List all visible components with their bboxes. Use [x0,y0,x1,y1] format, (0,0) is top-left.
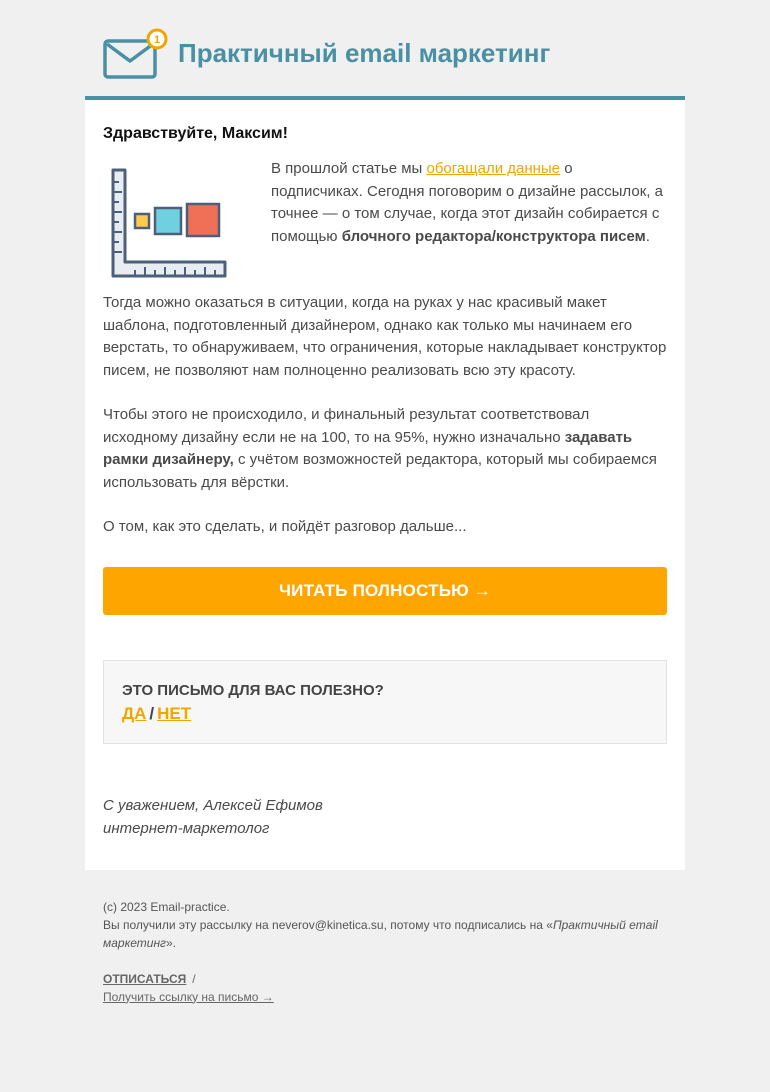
intro-text [271,158,667,248]
footer-links [103,970,667,1006]
email-container [85,0,685,1006]
paragraph-3: О том, как это сделать, и пойдёт разговор дальше... [103,518,467,535]
intro-text-end: . [645,227,650,245]
email-footer [85,870,685,1006]
survey-question: ЭТО ПИСЬМО ДЛЯ ВАС ПОЛЕЗНО? [122,681,384,699]
email-body [85,100,685,870]
footer-notice-start: Вы получили эту рассылку на neverov@kinetica.su, потому что подписались на « [103,917,553,932]
read-more-button[interactable]: ЧИТАТЬ ПОЛНОСТЬЮ → [103,567,667,615]
survey-yes-link[interactable]: ДА [122,703,147,723]
feedback-survey [103,660,667,744]
signature-title: интернет-маркетолог [103,819,270,837]
unsubscribe-link[interactable]: ОТПИСАТЬСЯ [103,971,187,986]
survey-answers [122,704,191,724]
email-header [85,0,685,100]
envelope-with-notification-icon [102,28,170,80]
paragraph-1: Тогда можно оказаться в ситуации, когда на руках у нас красивый макет шаблона, подготовленный дизайнером, однако как только мы начинаем его верстать, то обнаруживаем, что ограничения, которые накладывает конструктор писем, не позволяют нам полноценно реализовать всю эту красоту. [103,294,667,379]
svg-text:1: 1 [153,34,161,46]
intro-bold-text: блочного редактора/конструктора писем [341,227,646,245]
get-email-link[interactable]: Получить ссылку на письмо → [103,989,274,1004]
previous-article-link[interactable]: обогащали данные [426,160,561,177]
intro-section [103,158,667,292]
intro-text-middle: о подписчиках. Сегодня поговорим о дизайне рассылок, а точнее — о том случае, когда этот дизайн собирается с помощью [271,160,663,245]
footer-notice [103,916,667,952]
paragraph-2-start: Чтобы этого не происходило, и финальный результат соответствовал исходному дизайну если не на 100, то на 95%, нужно изначально [103,406,590,446]
survey-separator: / [149,703,155,723]
signature [103,794,667,840]
greeting: Здравствуйте, Максим! [103,125,288,142]
ruler-boxes-illustration [109,166,229,284]
footer-notice-end: ». [165,935,176,950]
signature-name: С уважением, Алексей Ефимов [103,796,323,814]
brand-title: Практичный email маркетинг [178,38,551,68]
footer-separator: / [192,971,196,986]
paragraph-2-end: с учётом возможностей редактора, который мы собираемся использовать для вёрстки. [103,451,657,491]
paragraph-2 [103,404,667,494]
footer-newsletter-name: Практичный email маркетинг [103,917,658,950]
paragraph-2-bold: задавать рамки дизайнеру, [103,428,633,468]
footer-copyright: (c) 2023 Email-practice. [103,899,230,914]
survey-no-link[interactable]: НЕТ [157,703,192,723]
intro-text-start: В прошлой статье мы [271,160,427,177]
